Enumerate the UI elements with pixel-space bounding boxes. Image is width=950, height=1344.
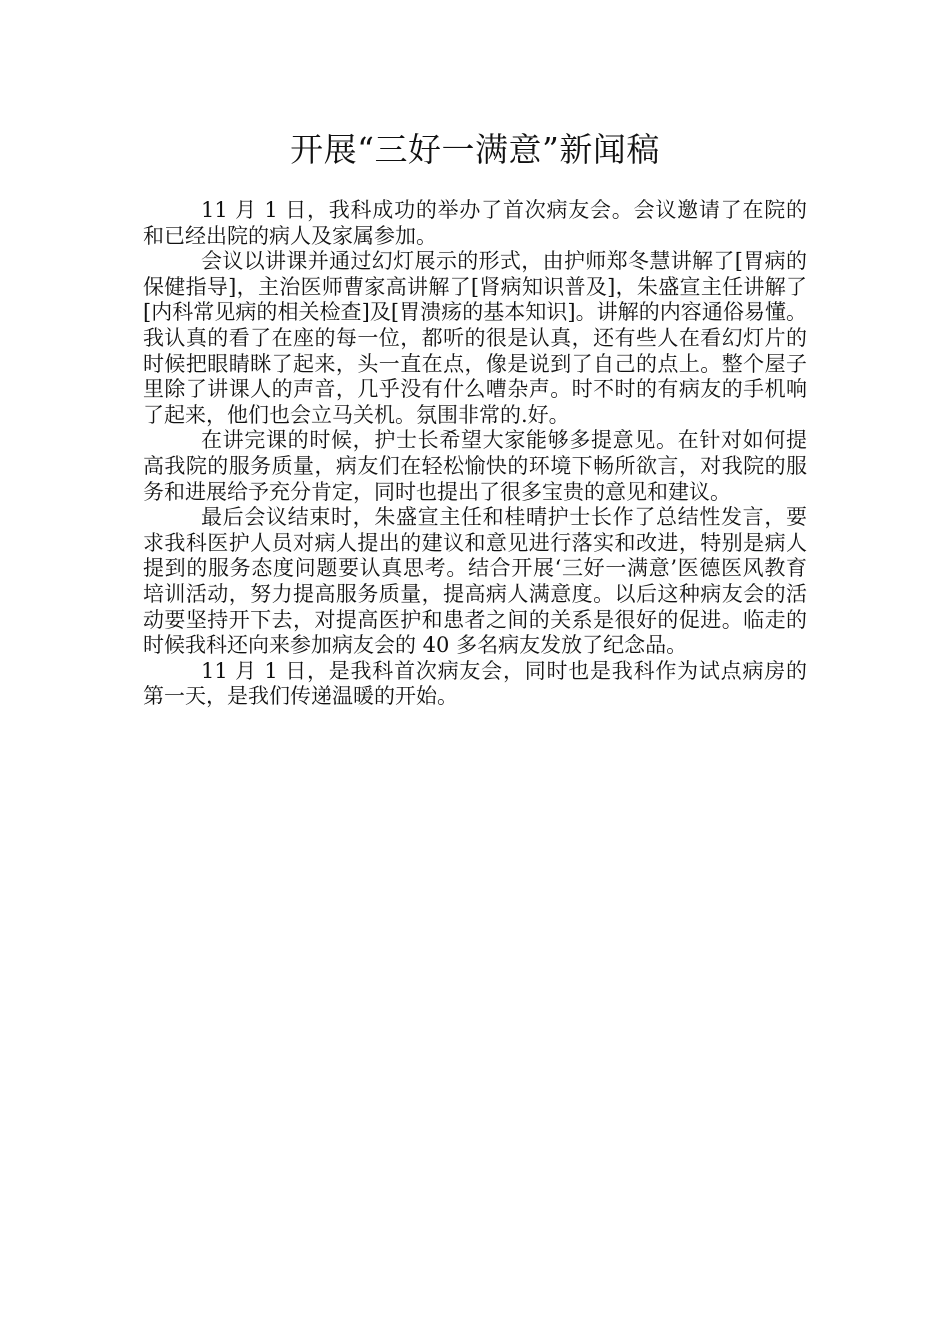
- paragraph-2: 会议以讲课并通过幻灯展示的形式，由护师郑冬慧讲解了[胃病的保健指导]，主治医师曹家高讲解了[肾病知识普及]，朱盛宣主任讲解了[内科常见病的相关检查]及[胃溃疡的基本知识]。讲解的内容通俗易懂。我认真的看了在座的每一位，都听的很是认真，还有些人在看幻灯片的时候把眼睛眯了起来，头一直在点，像是说到了自己的点上。整个屋子里除了讲课人的声音，几乎没有什么嘈杂声。时不时的有病友的手机响了起来，他们也会立马关机。氛围非常的.好。: [143, 249, 807, 427]
- paragraph-4: 最后会议结束时，朱盛宣主任和桂晴护士长作了总结性发言，要求我科医护人员对病人提出的建议和意见进行落实和改进，特别是病人提到的服务态度问题要认真思考。结合开展‘三好一满意’医德医风教育培训活动，努力提高服务质量，提高病人满意度。以后这种病友会的活动要坚持开下去，对提高医护和患者之间的关系是很好的促进。临走的时候我科还向来参加病友会的 40 多名病友发放了纪念品。: [143, 505, 807, 658]
- paragraph-3: 在讲完课的时候，护士长希望大家能够多提意见。在针对如何提高我院的服务质量，病友们在轻松愉快的环境下畅所欲言，对我院的服务和进展给予充分肯定，同时也提出了很多宝贵的意见和建议。: [143, 428, 807, 504]
- paragraph-5: 11 月 1 日，是我科首次病友会，同时也是我科作为试点病房的第一天，是我们传递温暖的开始。: [143, 658, 807, 709]
- document-body: [143, 198, 807, 710]
- document-title: 开展“三好一满意”新闻稿: [290, 130, 660, 169]
- paragraph-1: 11 月 1 日，我科成功的举办了首次病友会。会议邀请了在院的和已经出院的病人及家属参加。: [143, 198, 807, 248]
